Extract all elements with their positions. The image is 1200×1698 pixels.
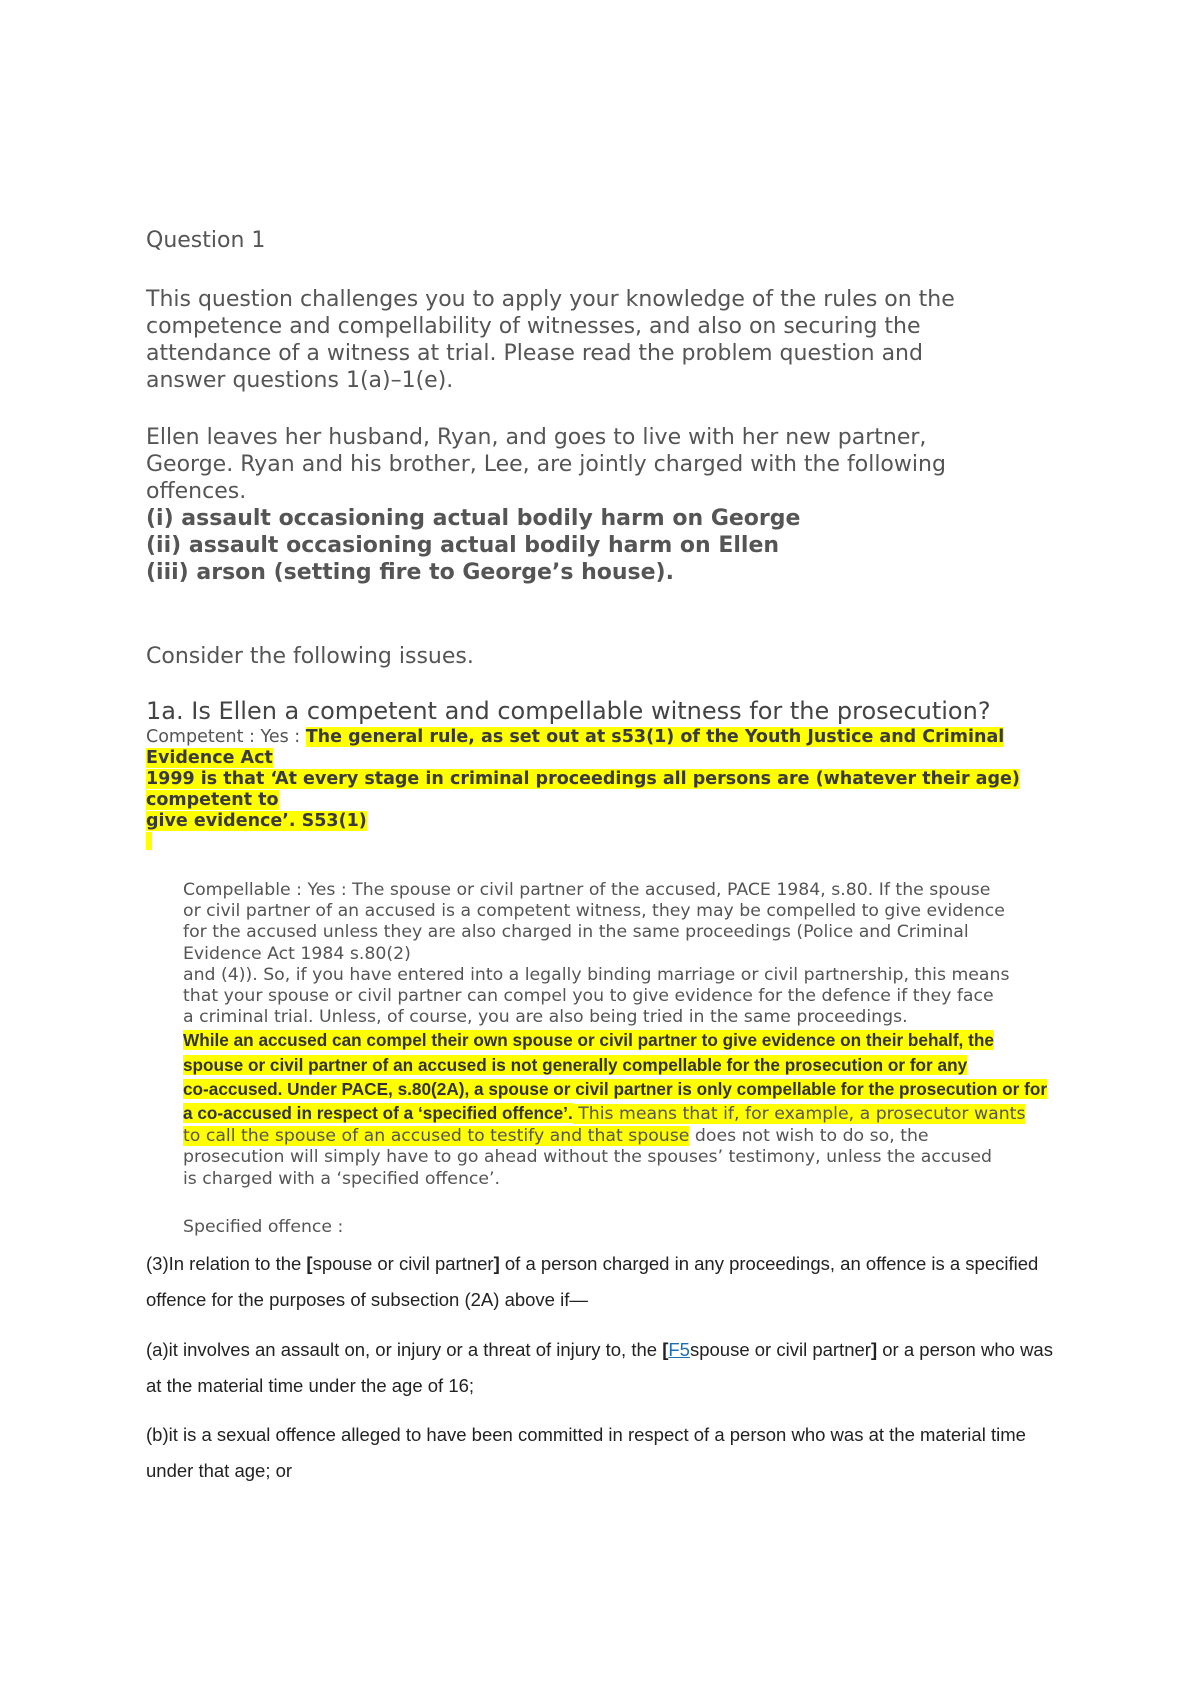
statute-text: (a)it involves an assault on, or injury or a threat of injury to, the	[146, 1339, 663, 1360]
compellable-line: for the accused unless they are also charged in the same proceedings (Police and Criminal	[183, 922, 969, 943]
intro-line: competence and compellability of witnesses, and also on securing the	[146, 314, 921, 339]
statute-a	[146, 1339, 1053, 1361]
offence-item: (i) assault occasioning actual bodily harm on George	[146, 506, 801, 531]
footnote-link-f5[interactable]: F5	[668, 1339, 690, 1360]
offences-list	[146, 505, 800, 586]
competent-block	[146, 727, 1020, 856]
compellable-line: and (4)). So, if you have entered into a legally binding marriage or civil partnership, this means	[183, 964, 1010, 985]
compellable-line: is charged with a ‘specified offence’.	[183, 1168, 501, 1189]
statute-text: (3)In relation to the	[146, 1253, 307, 1274]
competent-highlight: 1999 is that ‘At every stage in criminal proceedings all persons are (whatever their age)	[146, 769, 1020, 789]
compellable-bold-highlight: a co-accused in respect of a ‘specified offence’.	[183, 1103, 573, 1124]
compellable-line: prosecution will simply have to go ahead without the spouses’ testimony, unless the accused	[183, 1147, 992, 1168]
competent-label: Competent : Yes :	[146, 727, 306, 747]
question-1a-heading: 1a. Is Ellen a competent and compellable witness for the prosecution?	[146, 697, 991, 725]
intro-line: answer questions 1(a)–1(e).	[146, 368, 454, 393]
offence-item: (iii) arson (setting fire to George’s house).	[146, 560, 674, 585]
intro-paragraph	[146, 286, 955, 394]
compellable-bold-highlight: spouse or civil partner of an accused is not generally compellable for the prosecution or for any	[183, 1054, 968, 1075]
offence-item: (ii) assault occasioning actual bodily harm on Ellen	[146, 533, 780, 558]
statute-s3	[146, 1253, 1038, 1275]
consider-text: Consider the following issues.	[146, 644, 474, 669]
bracket: ]	[870, 1339, 878, 1360]
scenario-line: Ellen leaves her husband, Ryan, and goes to live with her new partner,	[146, 425, 927, 450]
statute-b-line2: under that age; or	[146, 1460, 293, 1481]
compellable-block	[183, 880, 1047, 1190]
compellable-plain-highlight: This means that if, for example, a prosecutor wants	[572, 1104, 1026, 1125]
competent-highlight: competent to	[146, 790, 279, 810]
intro-line: This question challenges you to apply your knowledge of the rules on the	[146, 287, 955, 312]
bracket: [	[662, 1339, 669, 1360]
scenario-line: offences.	[146, 479, 247, 504]
highlight-mark	[146, 832, 152, 850]
scenario-line: George. Ryan and his brother, Lee, are jointly charged with the following	[146, 452, 946, 477]
compellable-line: does not wish to do so, the	[689, 1126, 929, 1147]
compellable-bold-highlight: While an accused can compel their own spouse or civil partner to give evidence on their behalf, the	[183, 1030, 994, 1051]
intro-line: attendance of a witness at trial. Please read the problem question and	[146, 341, 923, 366]
statute-text: spouse or civil partner	[312, 1253, 494, 1274]
scenario-paragraph	[146, 424, 946, 505]
compellable-line: Compellable : Yes : The spouse or civil partner of the accused, PACE 1984, s.80. If the spouse	[183, 880, 991, 900]
compellable-line: or civil partner of an accused is a competent witness, they may be compelled to give evidence	[183, 901, 1005, 922]
compellable-line: a criminal trial. Unless, of course, you are also being tried in the same proceedings.	[183, 1007, 908, 1028]
statute-text: or a person who was	[877, 1339, 1053, 1360]
compellable-plain-highlight: to call the spouse of an accused to testify and that spouse	[183, 1126, 690, 1147]
bracket: ]	[493, 1253, 500, 1274]
competent-highlight: Evidence Act	[146, 748, 273, 768]
competent-highlight: give evidence’. S53(1)	[146, 811, 367, 831]
statute-s3-line2: offence for the purposes of subsection (2A) above if—	[146, 1289, 588, 1310]
specified-offence-label: Specified offence :	[183, 1217, 344, 1237]
bracket: [	[306, 1253, 313, 1274]
statute-a-line2: at the material time under the age of 16;	[146, 1375, 475, 1396]
statute-text: of a person charged in any proceedings, an offence is a specified	[499, 1253, 1039, 1274]
question-title: Question 1	[146, 228, 266, 253]
statute-text: spouse or civil partner	[689, 1339, 871, 1360]
competent-highlight: The general rule, as set out at s53(1) of the Youth Justice and Criminal	[305, 727, 1005, 747]
compellable-line: Evidence Act 1984 s.80(2)	[183, 943, 411, 964]
compellable-line: that your spouse or civil partner can compel you to give evidence for the defence if they face	[183, 986, 994, 1007]
compellable-bold-highlight: co-accused. Under PACE, s.80(2A), a spouse or civil partner is only compellable for the prosecution or for	[183, 1078, 1048, 1099]
statute-b: (b)it is a sexual offence alleged to have been committed in respect of a person who was at the material time	[146, 1424, 1026, 1445]
